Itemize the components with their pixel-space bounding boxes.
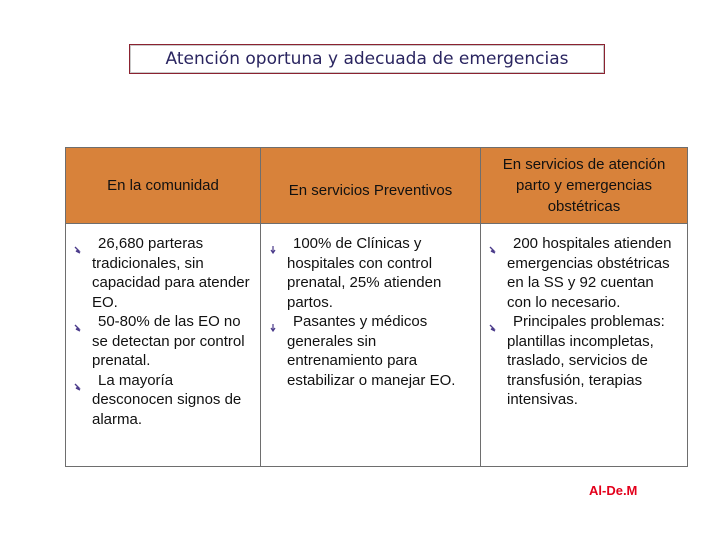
small-arrow-bullet-icon bbox=[74, 377, 82, 385]
cell-preventive bbox=[261, 224, 481, 467]
small-arrow-bullet-icon bbox=[269, 318, 277, 326]
small-arrow-bullet-icon bbox=[489, 240, 497, 248]
list-item-text: 100% de Clínicas y hospitales con control prenatal, 25% atienden partos. bbox=[287, 235, 442, 311]
list-item-text: 26,680 parteras tradicionales, sin capacidad para atender EO. bbox=[92, 235, 250, 311]
footer-signature: Al-De.M bbox=[589, 483, 638, 498]
list-item bbox=[66, 234, 254, 312]
slide-title: Atención oportuna y adecuada de emergencias bbox=[165, 49, 569, 69]
list-item bbox=[66, 371, 254, 430]
cell-obstetric bbox=[481, 224, 688, 467]
emergency-table bbox=[65, 147, 688, 467]
list-item bbox=[481, 234, 681, 312]
list-item-text: Pasantes y médicos generales sin entrenamiento para estabilizar o manejar EO. bbox=[287, 313, 456, 389]
slide-title-box bbox=[129, 44, 605, 74]
header-community: En la comunidad bbox=[66, 148, 261, 224]
list-item-text: Principales problemas: plantillas incompletas, traslado, servicios de transfusión, terapias intensivas. bbox=[507, 313, 665, 408]
list-community bbox=[66, 224, 260, 429]
list-item bbox=[261, 234, 474, 312]
list-item bbox=[66, 312, 254, 371]
list-item bbox=[481, 312, 681, 410]
table-header-row bbox=[66, 148, 688, 224]
small-arrow-bullet-icon bbox=[74, 318, 82, 326]
list-item-text: La mayoría desconocen signos de alarma. bbox=[92, 371, 242, 428]
list-item-text: 50-80% de las EO no se detectan por control prenatal. bbox=[92, 313, 245, 369]
header-preventive: En servicios Preventivos bbox=[261, 148, 481, 224]
small-arrow-bullet-icon bbox=[269, 240, 277, 248]
list-item-text: 200 hospitales atienden emergencias obstétricas en la SS y 92 cuentan con lo necesario. bbox=[507, 235, 672, 311]
table-body-row bbox=[66, 224, 688, 467]
list-item bbox=[261, 312, 474, 390]
small-arrow-bullet-icon bbox=[489, 318, 497, 326]
list-preventive bbox=[261, 224, 480, 390]
small-arrow-bullet-icon bbox=[74, 240, 82, 248]
header-obstetric: En servicios de atención parto y emergencias obstétricas bbox=[481, 148, 688, 224]
list-obstetric bbox=[481, 224, 687, 410]
cell-community bbox=[66, 224, 261, 467]
